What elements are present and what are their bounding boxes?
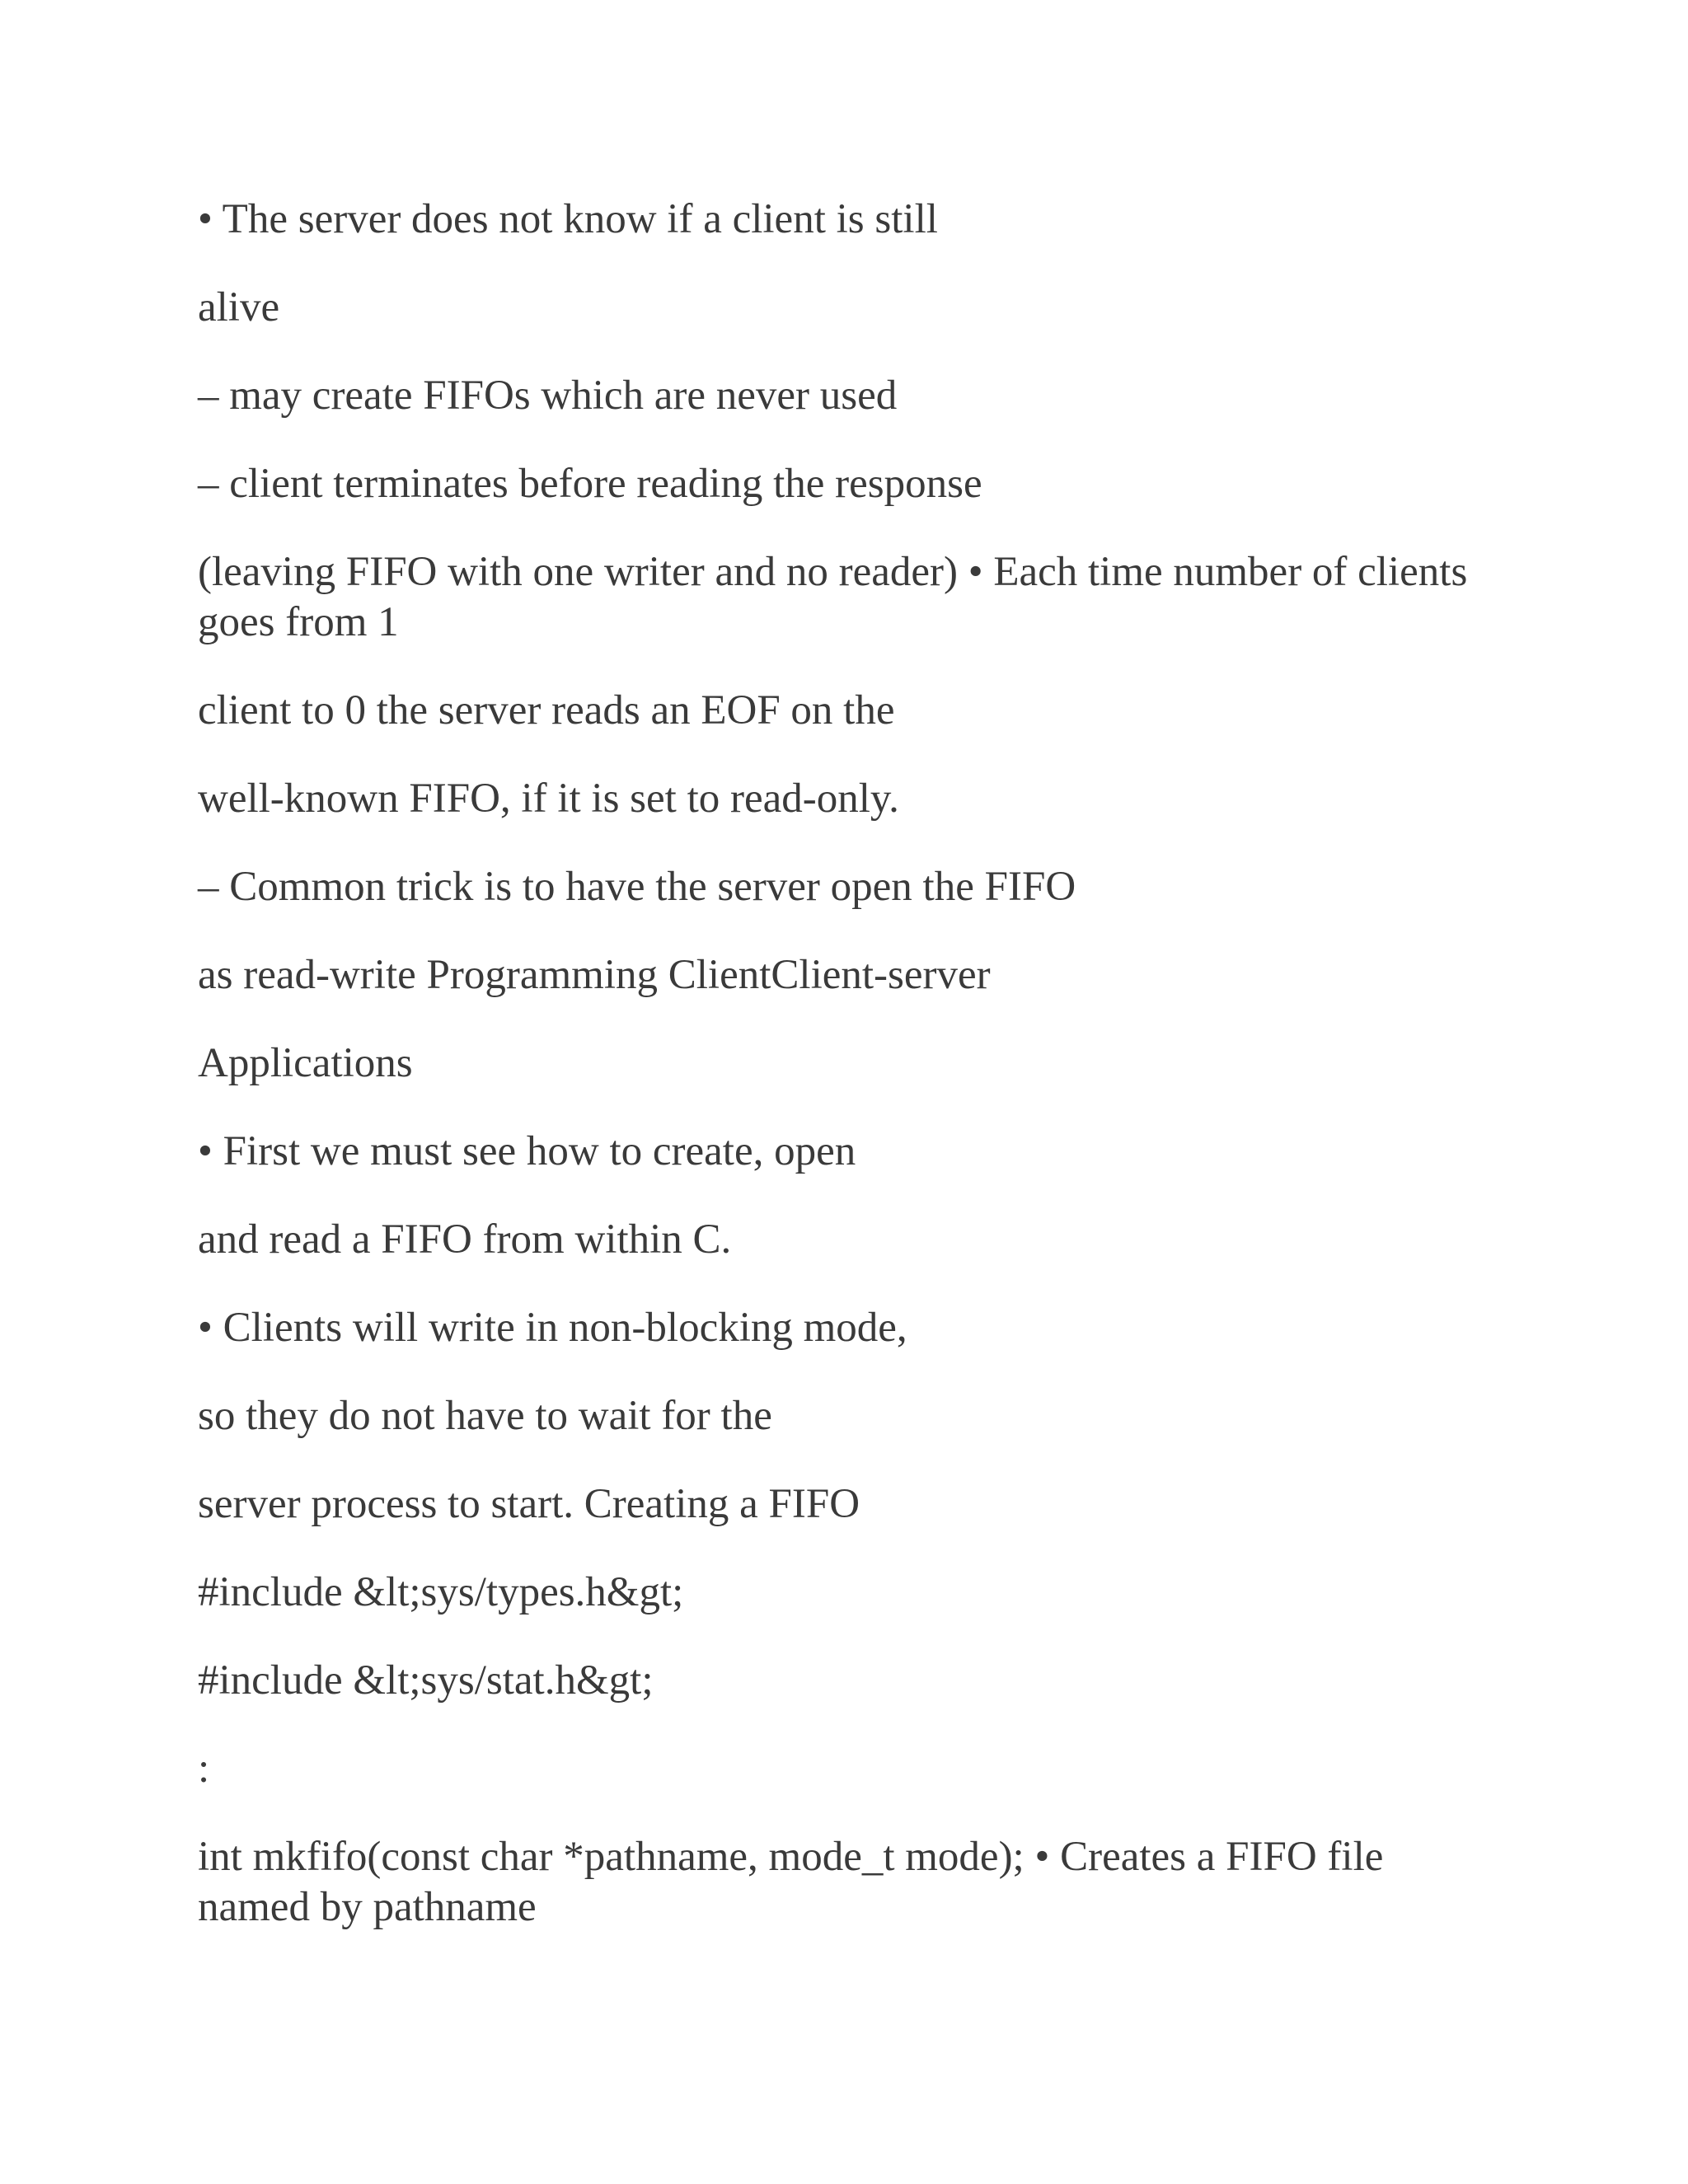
paragraph: • The server does not know if a client is still xyxy=(198,196,938,242)
paragraph: : xyxy=(198,1746,210,1792)
paragraph: int mkfifo(const char *pathname, mode_t mode); • Creates a FIFO file named by pathname xyxy=(198,1834,1384,1930)
document-body xyxy=(198,194,1500,1971)
paragraph: Applications xyxy=(198,1040,413,1086)
paragraph: – may create FIFOs which are never used xyxy=(198,373,898,419)
paragraph: and read a FIFO from within C. xyxy=(198,1216,732,1263)
paragraph: – Common trick is to have the server open the FIFO xyxy=(198,864,1076,910)
paragraph: #include &lt;sys/stat.h&gt; xyxy=(198,1657,654,1704)
paragraph: • First we must see how to create, open xyxy=(198,1128,856,1174)
paragraph: server process to start. Creating a FIFO xyxy=(198,1481,860,1527)
paragraph: – client terminates before reading the response xyxy=(198,461,982,507)
paragraph: so they do not have to wait for the xyxy=(198,1393,772,1439)
paragraph: as read-write Programming ClientClient-server xyxy=(198,952,991,998)
paragraph: well-known FIFO, if it is set to read-only. xyxy=(198,776,899,822)
paragraph: • Clients will write in non-blocking mode, xyxy=(198,1305,907,1351)
paragraph: alive xyxy=(198,284,280,330)
paragraph: #include &lt;sys/types.h&gt; xyxy=(198,1569,684,1615)
paragraph: client to 0 the server reads an EOF on the xyxy=(198,687,895,733)
paragraph: (leaving FIFO with one writer and no reader) • Each time number of clients goes from 1 xyxy=(198,549,1468,645)
